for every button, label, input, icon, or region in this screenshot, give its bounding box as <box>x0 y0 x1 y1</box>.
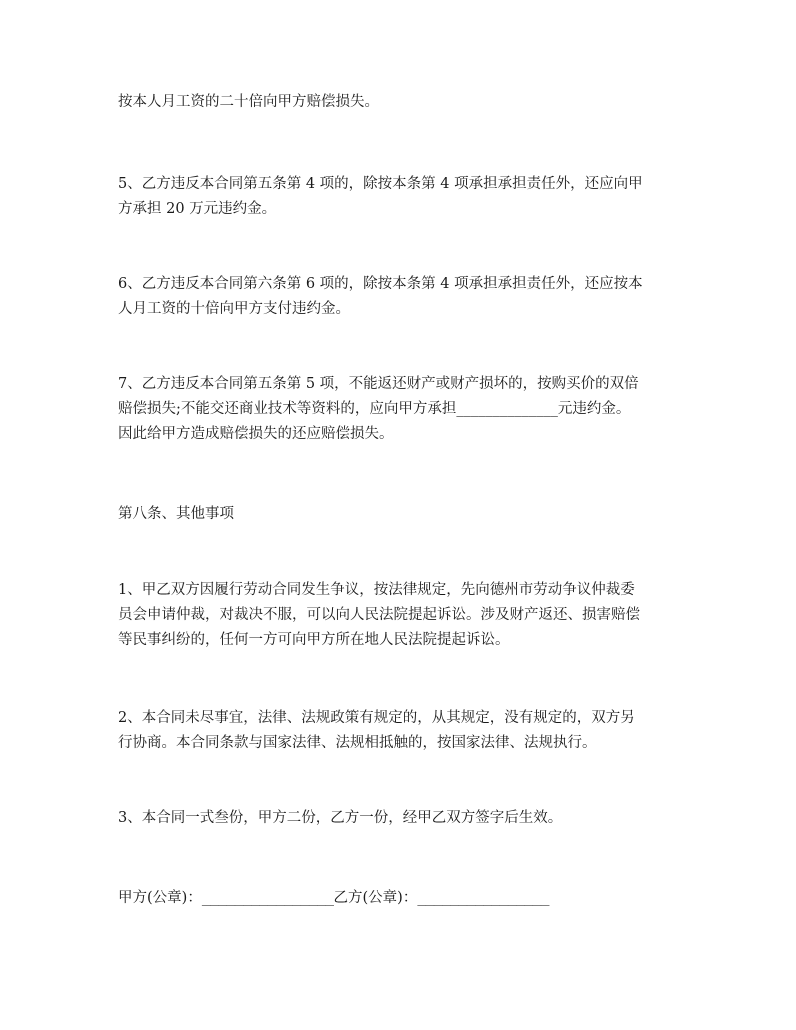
clause-5 <box>118 172 688 222</box>
text-line: 5、乙方违反本合同第五条第 4 项的，除按本条第 4 项承担承担责任外，还应向甲 <box>118 176 643 192</box>
party-b-label: 乙方(公章)： <box>333 890 418 906</box>
section-heading: 第八条、其他事项 <box>118 506 234 522</box>
text-line: 行协商。本合同条款与国家法律、法规相抵触的，按国家法律、法规执行。 <box>118 735 597 751</box>
text-line: 2、本合同未尽事宜，法律、法规政策有规定的，从其规定，没有规定的，双方另 <box>118 710 635 726</box>
text-line: 等民事纠纷的，任何一方可向甲方所在地人民法院提起诉讼。 <box>118 632 510 648</box>
section-8-clause-2 <box>118 706 688 756</box>
clause-6 <box>118 272 688 322</box>
signature-line <box>118 886 688 911</box>
clause-7 <box>118 372 688 447</box>
text-line: 3、本合同一式叁份，甲方二份，乙方一份，经甲乙双方签字后生效。 <box>118 810 563 826</box>
party-a-label: 甲方(公章)： <box>118 890 202 906</box>
section-8-title <box>118 502 688 527</box>
text-line: 6、乙方违反本合同第六条第 6 项的，除按本条第 4 项承担承担责任外，还应按本 <box>118 276 643 292</box>
section-8-clause-1 <box>118 578 688 653</box>
text-line: 人月工资的十倍向甲方支付违约金。 <box>118 301 350 317</box>
text-line: 7、乙方违反本合同第五条第 5 项，不能返还财产或财产损坏的，按购买价的双倍 <box>118 376 639 392</box>
signature-row <box>118 886 688 911</box>
text-line: 因此给甲方造成赔偿损失的还应赔偿损失。 <box>118 426 394 442</box>
party-a-signature-blank: ________________ <box>201 890 334 906</box>
text-line: 员会申请仲裁，对裁决不服，可以向人民法院提起诉讼。涉及财产返还、损害赔偿 <box>118 607 640 623</box>
text-line: 按本人月工资的二十倍向甲方赔偿损失。 <box>118 94 379 110</box>
section-8-clause-3 <box>118 806 688 831</box>
text-line: 赔偿损失;不能交还商业技术等资料的，应向甲方承担______________元违约金。 <box>118 401 631 417</box>
text-line: 方承担 20 万元违约金。 <box>118 201 277 217</box>
party-b-signature-blank: ________________ <box>417 890 550 906</box>
paragraph-continued <box>118 90 688 115</box>
text-line: 1、甲乙双方因履行劳动合同发生争议，按法律规定，先向德州市劳动争议仲裁委 <box>118 582 635 598</box>
